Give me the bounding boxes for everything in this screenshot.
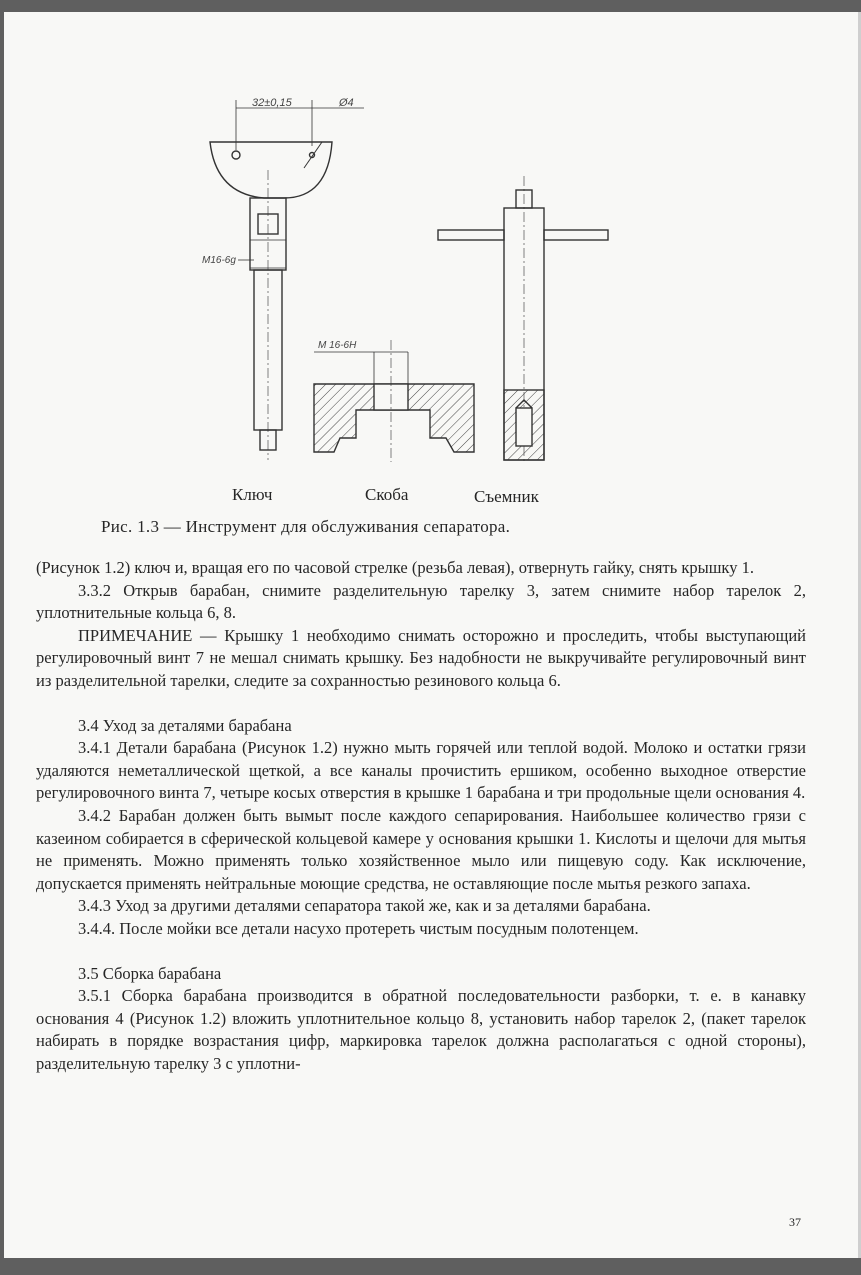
paragraph: 3.4.4. После мойки все детали насухо протереть чистым посудным полотенцем. [78,918,639,938]
diameter-label: Ø4 [339,97,354,109]
tool-drawing-figure [194,90,634,470]
figure-caption: Рис. 1.3 — Инструмент для обслуживания сепаратора. [101,517,511,536]
paragraph: 3.4.1 Детали барабана (Рисунок 1.2) нужно мыть горячей или теплой водой. Молоко и остатки грязи удаляются неметаллической щеткой, а все каналы прочистить ершиком, особенно выходное отверстие регулировочного винта 7, четыре косых отверстия в крышке 1 барабана и три продольные щели основания 4. [36,738,806,803]
paragraph: 3.3.2 Открыв барабан, снимите разделительную тарелку 3, затем снимите набор тарелок 2, уплотнительные кольца 6, 8. [36,580,806,623]
section-heading: 3.4 Уход за деталями барабана [78,715,292,735]
bracket-label: Скоба [365,485,409,504]
paragraph: 3.4.2 Барабан должен быть вымыт после каждого сепарирования. Наибольшее количество грязи с казеином собирается в сферической кольцевой камере у основания крышки 1. Кислоты и щелочи для мытья не применять. Можно применять только хозяйственное мыло или пищевую соду. Как исключение, допускается применять нейтральные моющие средства, не оставляющие после мытья резкого запаха. [36,805,806,893]
dimension-label: 32±0,15 [252,97,292,109]
key-handle-shape [210,142,332,198]
section-heading: 3.5 Сборка барабана [78,963,222,983]
paragraph: 3.4.3 Уход за другими деталями сепаратора такой же, как и за деталями барабана. [78,896,651,916]
key-label: Ключ [232,485,273,504]
body-text [36,557,806,1075]
document-page [4,12,859,1258]
paragraph: 3.5.1 Сборка барабана производится в обратной последовательности разборки, т. е. в канавку основания 4 (Рисунок 1.2) вложить уплотнительное кольцо 8, установить набор тарелок 2, (пакет тарелок набирать в порядке возрастания цифр, маркировка тарелок должна располагаться с одной стороны), разделительную тарелку 3 с уплотни- [36,986,806,1073]
bracket-thread-label: М 16-6Н [318,340,357,351]
paragraph: (Рисунок 1.2) ключ и, вращая его по часовой стрелке (резьба левая), отвернуть гайку, снять крышку 1. [36,558,754,577]
puller-label: Съемник [474,487,539,506]
key-thread-label: М16-6g [202,255,236,266]
technical-drawing [194,90,634,470]
page-number: 37 [789,1215,801,1229]
note-paragraph: ПРИМЕЧАНИЕ — Крышку 1 необходимо снимать осторожно и проследить, чтобы выступающий регулировочный винт 7 не мешал снимать крышку. Без надобности не выкручивайте регулировочный винт из разделительной тарелки, следите за сохранностью резинового кольца 6. [36,625,806,690]
